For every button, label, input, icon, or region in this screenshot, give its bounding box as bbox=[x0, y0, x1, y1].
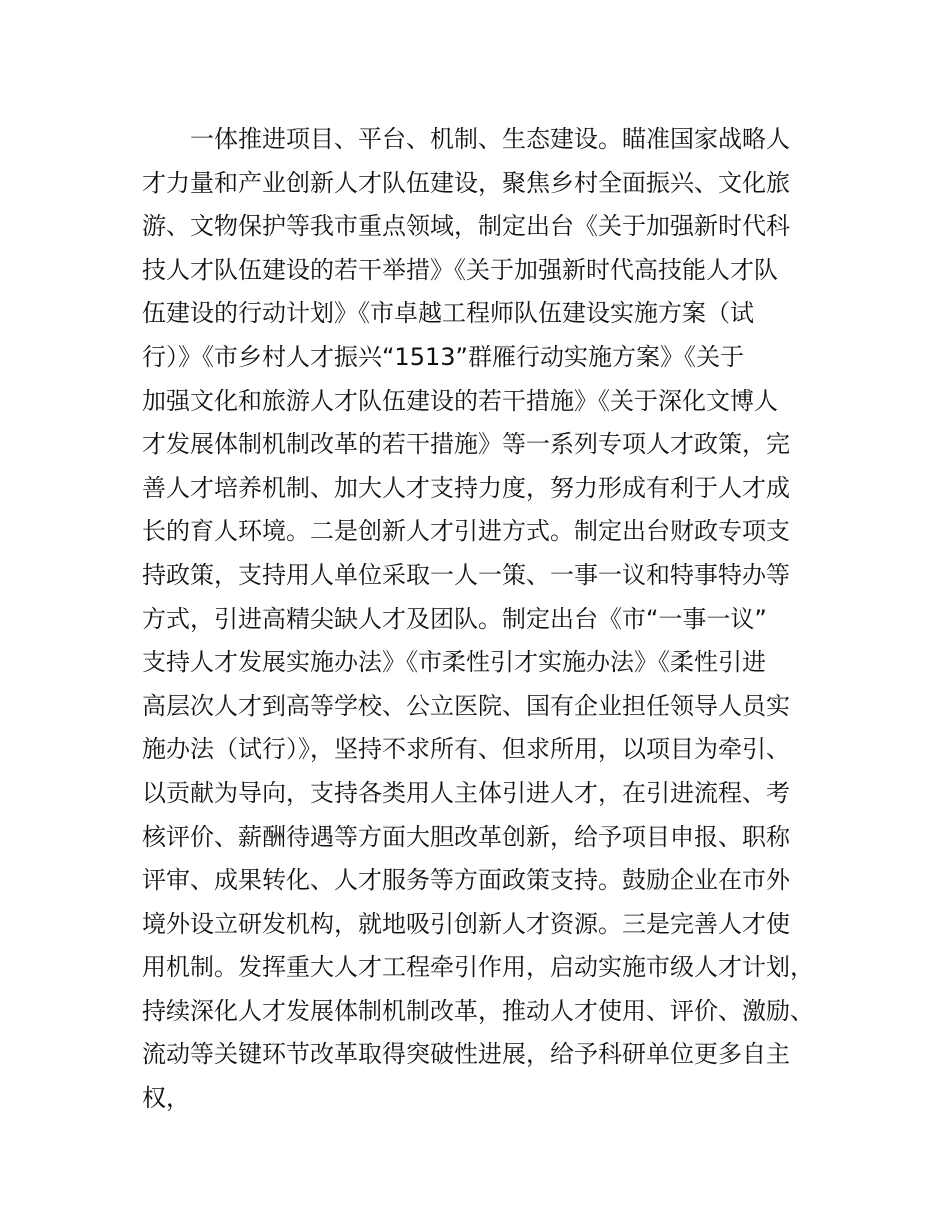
body-paragraph bbox=[142, 118, 842, 1121]
text-line: 长的育人环境。二是创新人才引进方式。制定出台财政专项支 bbox=[142, 517, 790, 546]
text-line: 加强文化和旅游人才队伍建设的若干措施》《关于深化文博人 bbox=[142, 386, 778, 415]
text-line: 流动等关键环节改革取得突破性进展，给予科研单位更多自主 bbox=[142, 1040, 790, 1069]
text-line: 施办法（试行）》，坚持不求所有、但求所用，以项目为牵引、 bbox=[142, 735, 790, 764]
text-line: 行）》《市乡村人才振兴“1513”群雁行动实施方案》《关于 bbox=[142, 342, 744, 371]
text-line: 善人才培养机制、加大人才支持力度，努力形成有利于人才成 bbox=[142, 473, 790, 502]
text-line: 才力量和产业创新人才队伍建设，聚焦乡村全面振兴、文化旅 bbox=[142, 168, 790, 197]
text-line: 游、文物保护等我市重点领域，制定出台《关于加强新时代科 bbox=[142, 212, 790, 241]
text-line: 核评价、薪酬待遇等方面大胆改革创新，给予项目申报、职称 bbox=[142, 822, 790, 851]
text-line: 才发展体制机制改革的若干措施》等一系列专项人才政策，完 bbox=[142, 430, 790, 459]
text-line: 用机制。发挥重大人才工程牵引作用，启动实施市级人才计划， bbox=[142, 953, 814, 982]
text-line: 支持人才发展实施办法》《市柔性引才实施办法》《柔性引进 bbox=[142, 648, 766, 677]
text-line: 方式，引进高精尖缺人才及团队。制定出台《市“一事一议” bbox=[142, 604, 767, 633]
text-line: 持续深化人才发展体制机制改革，推动人才使用、评价、激励、 bbox=[142, 996, 814, 1025]
text-line: 以贡献为导向，支持各类用人主体引进人才，在引进流程、考 bbox=[142, 778, 790, 807]
text-line: 评审、成果转化、人才服务等方面政策支持。鼓励企业在市外 bbox=[142, 866, 790, 895]
text-line: 持政策，支持用人单位采取一人一策、一事一议和特事特办等 bbox=[142, 560, 790, 589]
text-line: 伍建设的行动计划》《市卓越工程师队伍建设实施方案（试 bbox=[142, 299, 754, 328]
text-line: 权， bbox=[142, 1084, 190, 1113]
text-line: 一体推进项目、平台、机制、生态建设。瞄准国家战略人 bbox=[190, 125, 790, 153]
text-line: 技人才队伍建设的若干举措》《关于加强新时代高技能人才队 bbox=[142, 255, 778, 284]
text-line: 高层次人才到高等学校、公立医院、国有企业担任领导人员实 bbox=[142, 691, 790, 720]
text-line: 境外设立研发机构，就地吸引创新人才资源。三是完善人才使 bbox=[142, 909, 790, 938]
